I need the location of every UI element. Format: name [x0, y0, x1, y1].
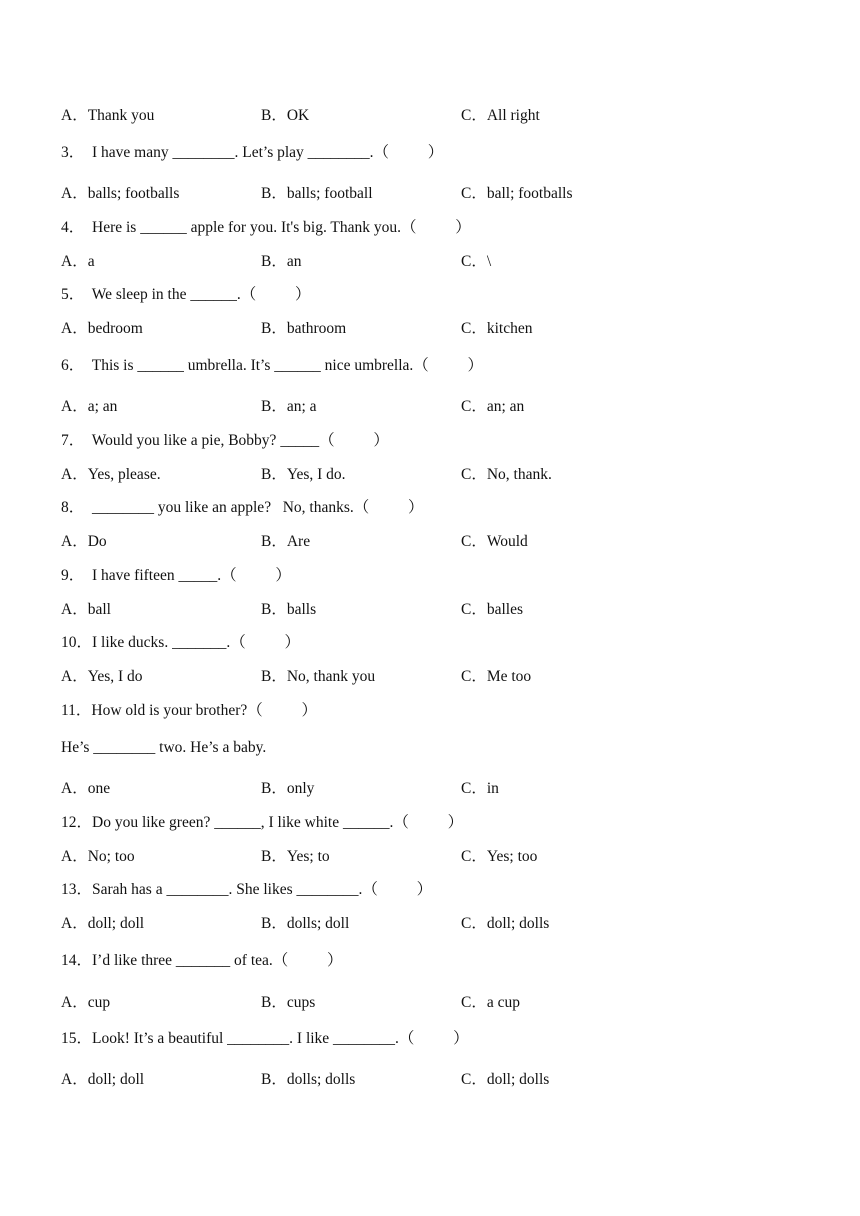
q11-option-b: B．only — [261, 780, 315, 797]
q12-options — [0, 847, 860, 867]
q8-options — [0, 532, 860, 552]
q10-options — [0, 667, 860, 687]
q13-options — [0, 914, 860, 934]
q15-option-b: B．dolls; dolls — [261, 1071, 356, 1088]
q9-option-a: A．ball — [61, 601, 111, 618]
q7-option-b: B．Yes, I do. — [261, 466, 346, 483]
q4-stem: 4． Here is ______ apple for you. It's big. Thank you.（ ） — [61, 219, 471, 236]
q13-stem: 13．Sarah has a ________. She likes ________.（ ） — [61, 881, 433, 898]
q15-option-a: A．doll; doll — [61, 1071, 145, 1088]
q10-stem: 10．I like ducks. _______.（ ） — [61, 634, 300, 651]
q14-stem: 14．I’d like three _______ of tea.（ ） — [61, 952, 343, 969]
q7-option-a: A．Yes, please. — [61, 466, 161, 483]
q5-options — [0, 319, 860, 339]
q10-option-a: A．Yes, I do — [61, 668, 143, 685]
q14-option-c: C．a cup — [461, 994, 520, 1011]
q8-option-c: C．Would — [461, 533, 528, 550]
q2-option-c: C．All right — [461, 107, 540, 124]
q3-options — [0, 184, 860, 204]
q5-option-a: A．bedroom — [61, 320, 143, 337]
q12-option-a: A．No; too — [61, 848, 135, 865]
q2-option-b: B．OK — [261, 107, 310, 124]
q3-option-b: B．balls; football — [261, 185, 373, 202]
q6-option-b: B．an; a — [261, 398, 317, 415]
q4-option-c: C．\ — [461, 253, 492, 270]
q15-options — [0, 1070, 860, 1090]
q5-option-c: C．kitchen — [461, 320, 533, 337]
q15-stem: 15．Look! It’s a beautiful ________. I like ________.（ ） — [61, 1030, 469, 1047]
q5-option-b: B．bathroom — [261, 320, 347, 337]
q15-option-c: C．doll; dolls — [461, 1071, 550, 1088]
q11-option-a: A．one — [61, 780, 111, 797]
q10-option-b: B．No, thank you — [261, 668, 376, 685]
q6-option-c: C．an; an — [461, 398, 525, 415]
q14-option-b: B．cups — [261, 994, 316, 1011]
q4-options — [0, 252, 860, 272]
q11-stem: 11．How old is your brother?（ ） — [61, 702, 318, 719]
q14-option-a: A．cup — [61, 994, 111, 1011]
q7-option-c: C．No, thank. — [461, 466, 552, 483]
q12-option-c: C．Yes; too — [461, 848, 538, 865]
q11-substem: He’s ________ two. He’s a baby. — [61, 739, 267, 756]
q4-option-b: B．an — [261, 253, 302, 270]
q13-option-a: A．doll; doll — [61, 915, 145, 932]
q7-options — [0, 465, 860, 485]
q3-option-c: C．ball; footballs — [461, 185, 573, 202]
q12-option-b: B．Yes; to — [261, 848, 330, 865]
q9-stem: 9． I have fifteen _____.（ ） — [61, 567, 291, 584]
q13-option-b: B．dolls; doll — [261, 915, 350, 932]
q10-option-c: C．Me too — [461, 668, 532, 685]
q6-options — [0, 397, 860, 417]
q4-option-a: A．a — [61, 253, 95, 270]
q12-stem: 12．Do you like green? ______, I like white ______.（ ） — [61, 814, 464, 831]
q2-options — [0, 106, 860, 126]
q14-options — [0, 993, 860, 1013]
q7-stem: 7． Would you like a pie, Bobby? _____（ ） — [61, 432, 389, 449]
q3-option-a: A．balls; footballs — [61, 185, 180, 202]
q13-option-c: C．doll; dolls — [461, 915, 550, 932]
q8-stem: 8． ________ you like an apple? No, thanks.（ ） — [61, 499, 424, 516]
q11-option-c: C．in — [461, 780, 499, 797]
q5-stem: 5． We sleep in the ______.（ ） — [61, 286, 311, 303]
q8-option-b: B．Are — [261, 533, 311, 550]
q6-option-a: A．a; an — [61, 398, 118, 415]
q8-option-a: A．Do — [61, 533, 107, 550]
q6-stem: 6． This is ______ umbrella. It’s ______ nice umbrella.（ ） — [61, 357, 484, 374]
q9-option-c: C．balles — [461, 601, 523, 618]
q3-stem: 3． I have many ________. Let’s play ________.（ ） — [61, 144, 444, 161]
q9-options — [0, 600, 860, 620]
q2-option-a: A．Thank you — [61, 107, 155, 124]
q11-options — [0, 779, 860, 799]
q9-option-b: B．balls — [261, 601, 317, 618]
